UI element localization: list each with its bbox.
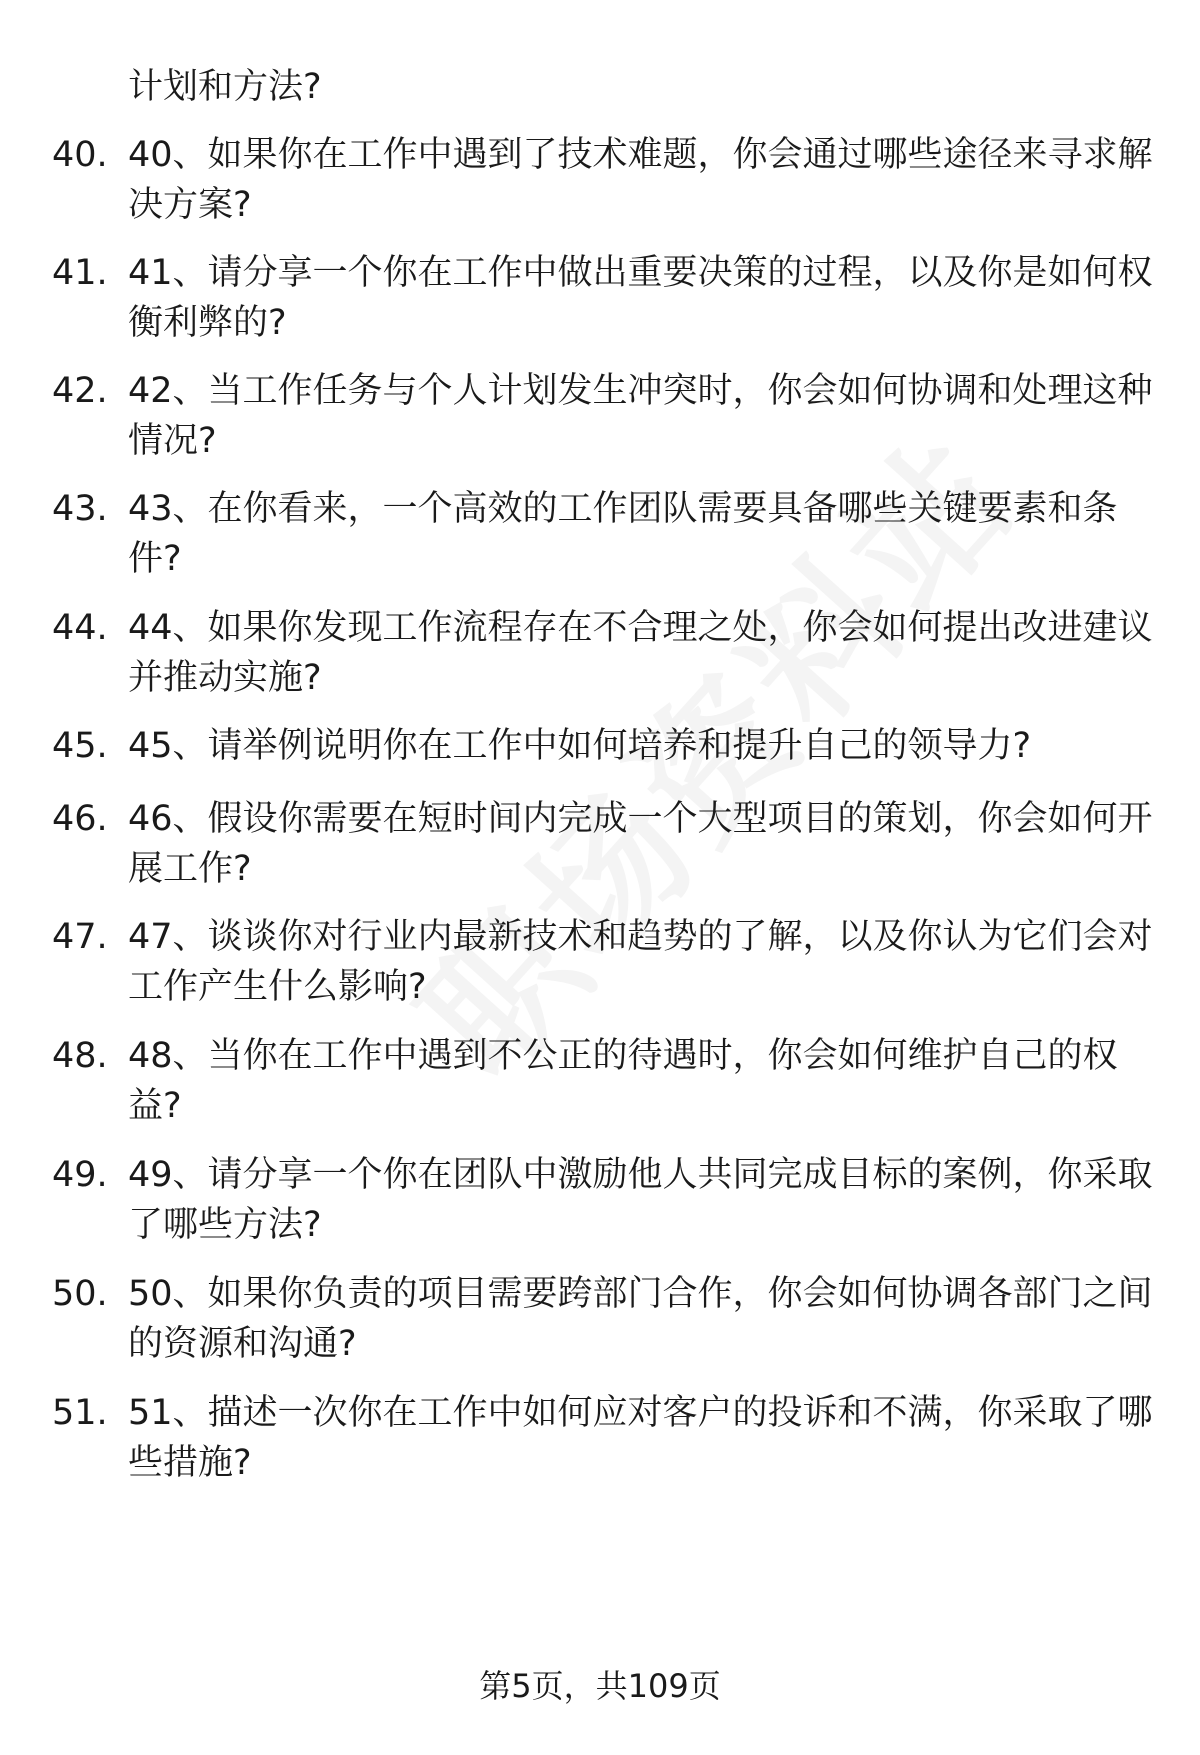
question-text: 48、当你在工作中遇到不公正的待遇时，你会如何维护自己的权益? xyxy=(128,1036,1118,1126)
question-item xyxy=(0,912,1200,1022)
question-number: 40. xyxy=(52,135,108,175)
question-text: 44、如果你发现工作流程存在不合理之处，你会如何提出改进建议并推动实施? xyxy=(128,608,1153,698)
question-item xyxy=(0,1031,1200,1141)
question-number: 49. xyxy=(52,1155,108,1195)
question-item xyxy=(0,130,1200,240)
question-item xyxy=(0,794,1200,904)
question-number: 47. xyxy=(52,917,108,957)
question-text: 41、请分享一个你在工作中做出重要决策的过程，以及你是如何权衡利弊的? xyxy=(128,253,1153,343)
question-text: 51、描述一次你在工作中如何应对客户的投诉和不满，你采取了哪些措施? xyxy=(128,1393,1153,1483)
question-item xyxy=(0,366,1200,476)
question-text: 47、谈谈你对行业内最新技术和趋势的了解，以及你认为它们会对工作产生什么影响? xyxy=(128,917,1153,1007)
question-item xyxy=(0,1269,1200,1379)
question-item xyxy=(0,1150,1200,1260)
question-number: 44. xyxy=(52,608,108,648)
question-text: 46、假设你需要在短时间内完成一个大型项目的策划，你会如何开展工作? xyxy=(128,799,1153,889)
question-number: 45. xyxy=(52,726,108,766)
question-text: 50、如果你负责的项目需要跨部门合作，你会如何协调各部门之间的资源和沟通? xyxy=(128,1274,1153,1364)
page-footer: 第5页，共109页 xyxy=(479,1667,721,1705)
question-number: 48. xyxy=(52,1036,108,1076)
question-number: 46. xyxy=(52,799,108,839)
question-text: 49、请分享一个你在团队中激励他人共同完成目标的案例，你采取了哪些方法? xyxy=(128,1155,1153,1245)
question-item xyxy=(0,248,1200,358)
question-text: 40、如果你在工作中遇到了技术难题，你会通过哪些途径来寻求解决方案? xyxy=(128,135,1153,225)
question-number: 51. xyxy=(52,1393,108,1433)
question-text: 42、当工作任务与个人计划发生冲突时，你会如何协调和处理这种情况? xyxy=(128,371,1153,461)
question-item xyxy=(0,603,1200,713)
question-number: 43. xyxy=(52,489,108,529)
question-text: 43、在你看来，一个高效的工作团队需要具备哪些关键要素和条件? xyxy=(128,489,1118,579)
question-item xyxy=(0,1388,1200,1498)
question-number: 50. xyxy=(52,1274,108,1314)
question-item xyxy=(0,484,1200,594)
question-number: 42. xyxy=(52,371,108,411)
question-text: 45、请举例说明你在工作中如何培养和提升自己的领导力? xyxy=(128,726,1032,766)
question-number: 41. xyxy=(52,253,108,293)
continued-question-text: 计划和方法? xyxy=(128,67,322,107)
